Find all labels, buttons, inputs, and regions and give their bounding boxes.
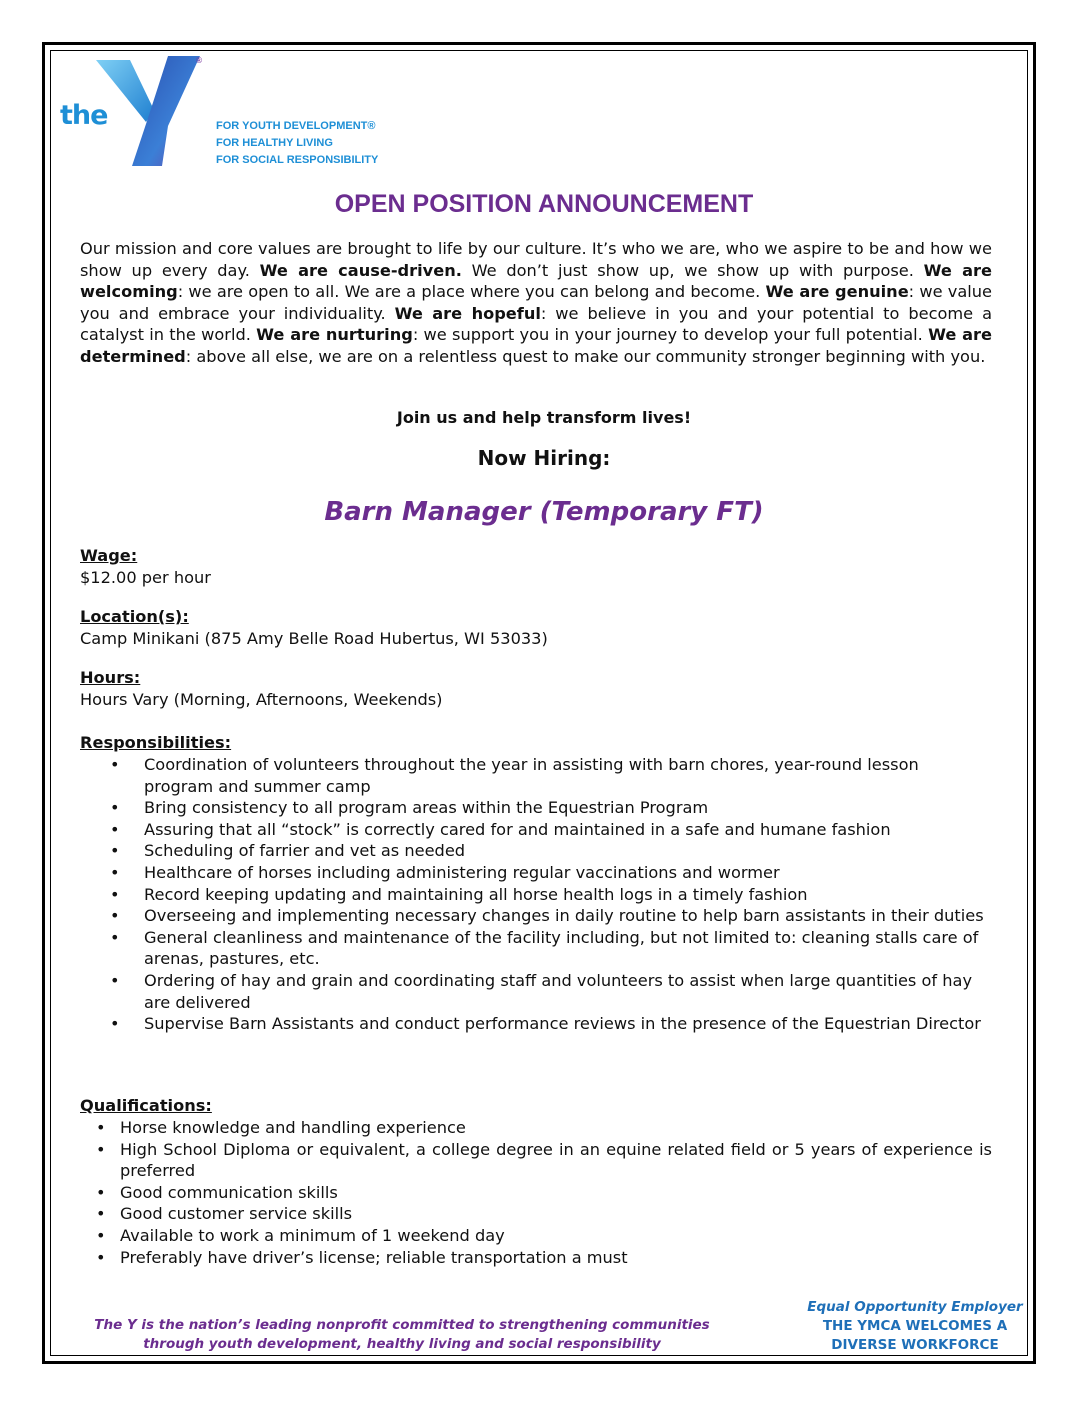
- logo-tagline: FOR YOUTH DEVELOPMENT® FOR HEALTHY LIVING FOR SOCIAL RESPONSIBILITY: [216, 120, 379, 166]
- mission-segment: We are cause-driven.: [259, 260, 462, 280]
- mission-segment: We are welcoming: [80, 260, 992, 302]
- list-item: • Record keeping updating and maintaining all horse health logs in a timely fashion: [110, 884, 990, 906]
- mission-segment: : we support you in your journey to develop your full potential.: [412, 325, 929, 345]
- hours-value: Hours Vary (Morning, Afternoons, Weekends): [80, 689, 443, 709]
- list-item: • Assuring that all “stock” is correctly cared for and maintained in a safe and humane fashion: [110, 819, 990, 841]
- ymca-y-icon: [96, 56, 206, 168]
- list-item: • Good communication skills: [94, 1182, 992, 1204]
- list-item: • Horse knowledge and handling experience: [94, 1117, 992, 1139]
- mission-segment: We don’t just show up, we show up with purpose.: [461, 260, 924, 280]
- mission-segment: : we are open to all. We are a place where you can belong and become.: [177, 282, 766, 302]
- responsibilities-list: [110, 754, 990, 1035]
- footer-eoe-block: [790, 1298, 1040, 1355]
- mission-segment: We are genuine: [765, 282, 909, 302]
- mission-segment: We are nurturing: [256, 325, 413, 345]
- now-hiring-heading: Now Hiring:: [477, 446, 611, 470]
- location-heading: Location(s):: [80, 607, 189, 626]
- hours-heading: Hours:: [80, 668, 141, 687]
- mission-segment: : we believe in you and your potential to become a catalyst in the world.: [80, 303, 992, 345]
- responsibilities-heading: Responsibilities:: [80, 733, 232, 752]
- list-item: • General cleanliness and maintenance of the facility including, but not limited to: cleaning stalls care of arenas, pastures, etc.: [110, 927, 990, 970]
- logo-the-text: the: [60, 100, 108, 131]
- list-item: • Healthcare of horses including administering regular vaccinations and wormer: [110, 862, 990, 884]
- qualifications-section: [80, 1095, 212, 1117]
- position-title: Barn Manager (Temporary FT): [324, 497, 764, 527]
- svg-text:YMCA: YMCA: [167, 136, 184, 161]
- hours-section: [80, 667, 442, 710]
- mission-segment: We are determined: [80, 325, 992, 366]
- join-tagline: Join us and help transform lives!: [396, 408, 692, 427]
- footer-mission-statement: The Y is the nation’s leading nonprofit committed to strengthening communities through youth development, healthy living and social responsibility: [94, 1317, 710, 1352]
- qualifications-heading: Qualifications:: [80, 1096, 212, 1115]
- page-title: OPEN POSITION ANNOUNCEMENT: [334, 190, 754, 218]
- mission-segment: Our mission and core values are brought to life by our culture. It’s who we are, who we aspire to be and how we show up every day.: [80, 239, 992, 280]
- responsibilities-section: [80, 732, 231, 754]
- list-item: • Coordination of volunteers throughout the year in assisting with barn chores, year-round lesson program and summer camp: [110, 754, 990, 797]
- location-value: Camp Minikani (875 Amy Belle Road Hubertus, WI 53033): [80, 628, 548, 648]
- wage-heading: Wage:: [80, 546, 138, 565]
- wage-section: [80, 545, 211, 588]
- ymca-logo: [58, 56, 398, 171]
- list-item: • Ordering of hay and grain and coordinating staff and volunteers to assist when large quantities of hay are delivered: [110, 970, 990, 1013]
- list-item: • Preferably have driver’s license; reliable transportation a must: [94, 1247, 992, 1269]
- welcome-line-2: DIVERSE WORKFORCE: [831, 1337, 999, 1353]
- welcome-line-1: THE YMCA WELCOMES A: [822, 1318, 1008, 1334]
- list-item: • Scheduling of farrier and vet as needed: [110, 840, 990, 862]
- qualifications-list: [94, 1117, 992, 1268]
- list-item: • High School Diploma or equivalent, a college degree in an equine related field or 5 years of experience is preferred: [94, 1139, 992, 1182]
- mission-segment: : above all else, we are on a relentless quest to make our community stronger beginning with you.: [185, 346, 986, 366]
- logo-registered-mark: ®: [195, 56, 203, 65]
- eoe-text: Equal Opportunity Employer: [807, 1299, 1023, 1315]
- mission-paragraph: [80, 238, 992, 368]
- mission-segment: We are hopeful: [394, 303, 541, 323]
- list-item: • Bring consistency to all program areas within the Equestrian Program: [110, 797, 990, 819]
- wage-value: $12.00 per hour: [80, 567, 211, 587]
- list-item: • Supervise Barn Assistants and conduct performance reviews in the presence of the Equestrian Director: [110, 1013, 990, 1035]
- list-item: • Good customer service skills: [94, 1203, 992, 1225]
- list-item: • Available to work a minimum of 1 weekend day: [94, 1225, 992, 1247]
- location-section: [80, 606, 548, 649]
- list-item: • Overseeing and implementing necessary changes in daily routine to help barn assistants in their duties: [110, 905, 990, 927]
- mission-segment: : we value you and embrace your individuality.: [80, 282, 992, 323]
